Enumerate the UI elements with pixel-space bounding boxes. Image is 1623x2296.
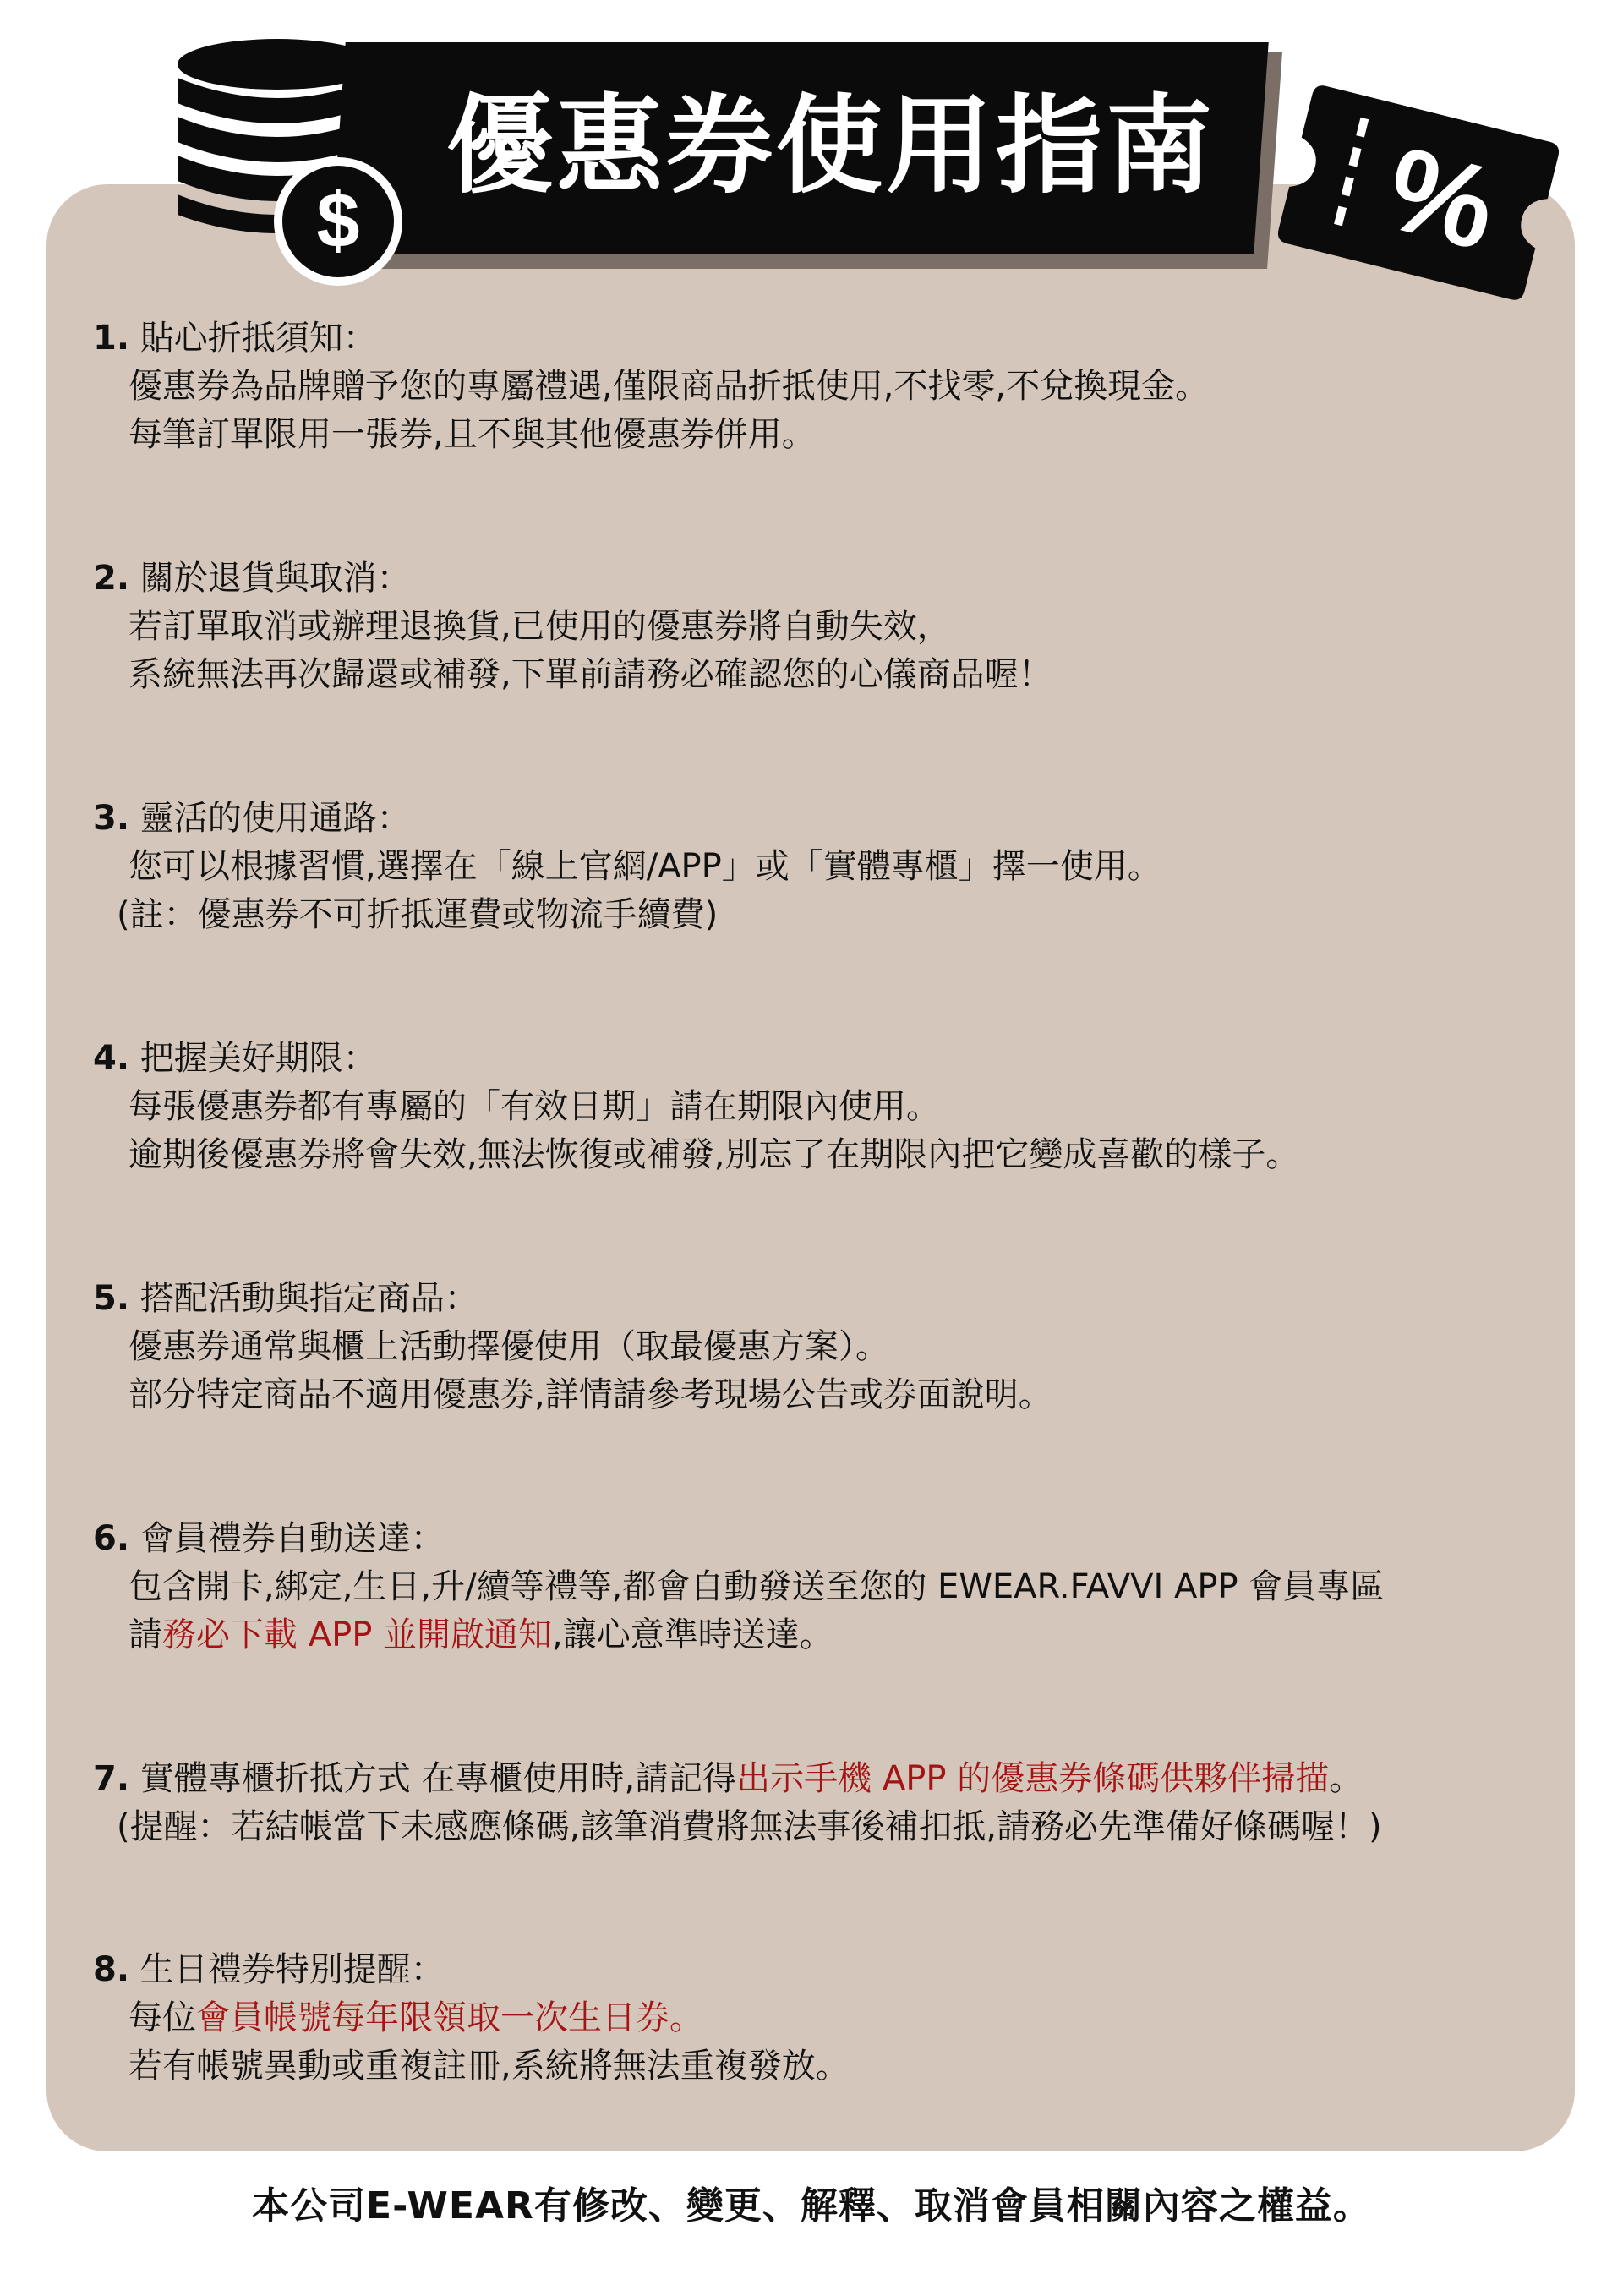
section-number: 8. [93, 1950, 130, 1989]
section-2 [93, 555, 1052, 699]
section-number: 4. [93, 1039, 130, 1078]
percent-symbol: % [1374, 121, 1509, 276]
section-title: 貼心折抵須知： [139, 319, 377, 358]
section-7 [93, 1755, 1382, 1851]
section-text: 優惠券為品牌贈予您的專屬禮遇,僅限商品折抵使用,不找零,不兌換現金。 [128, 367, 1210, 406]
section-number: 6. [93, 1519, 130, 1558]
page-title: 優惠券使用指南 [446, 84, 1216, 208]
section-title: 靈活的使用通路： [139, 799, 411, 838]
section-note: (註：優惠券不可折抵運費或物流手續費) [117, 895, 719, 934]
section-number: 7. [93, 1759, 130, 1798]
section-number: 1. [93, 319, 130, 358]
section-text: 若有帳號異動或重複註冊,系統將無法重複發放。 [128, 2047, 850, 2086]
section-text: 逾期後優惠券將會失效,無法恢復或補發,別忘了在期限內把它變成喜歡的樣子。 [128, 1135, 1300, 1174]
section-rich-text [93, 1994, 850, 2042]
text-run: 每位 [128, 1998, 196, 2037]
section-text: 每張優惠券都有專屬的「有效日期」請在期限內使用。 [128, 1087, 940, 1126]
section-text: 部分特定商品不適用優惠券,詳情請參考現場公告或券面說明。 [128, 1375, 1052, 1414]
section-title: 把握美好期限： [139, 1039, 377, 1078]
section-number: 5. [93, 1279, 130, 1318]
section-text: 包含開卡,綁定,生日,升/續等禮等,都會自動發送至您的 EWEAR.FAVVI APP 會員專區 [128, 1567, 1385, 1606]
section-4 [93, 1035, 1299, 1179]
section-1 [93, 314, 1209, 459]
text-run: ,讓心意準時送達。 [552, 1615, 833, 1654]
section-text: 系統無法再次歸還或補發,下單前請務必確認您的心儀商品喔！ [128, 655, 1052, 694]
highlight-text: 會員帳號每年限領取一次生日券。 [196, 1998, 703, 2037]
section-note: (提醒：若結帳當下未感應條碼,該筆消費將無法事後補扣抵,請務必先準備好條碼喔！) [117, 1807, 1382, 1846]
section-6 [93, 1515, 1384, 1659]
text-run: 請 [128, 1615, 162, 1654]
dollar-symbol: $ [316, 178, 360, 264]
highlight-text: 出示手機 APP 的優惠券條碼供夥伴掃描 [736, 1759, 1330, 1798]
section-text: 您可以根據習慣,選擇在「線上官網/APP」或「實體專櫃」擇一使用。 [128, 847, 1161, 886]
section-number: 2. [93, 559, 130, 598]
discount-ticket-icon [1266, 66, 1571, 320]
section-title: 生日禮券特別提醒： [139, 1950, 445, 1989]
section-text: 優惠券通常與櫃上活動擇優使用（取最優惠方案）。 [128, 1327, 889, 1366]
section-text: 每筆訂單限用一張券,且不與其他優惠券併用。 [128, 415, 816, 454]
section-title: 會員禮券自動送達： [139, 1519, 445, 1558]
highlight-text: 務必下載 APP 並開啟通知 [162, 1615, 553, 1654]
section-title: 搭配活動與指定商品： [139, 1279, 478, 1318]
section-number: 3. [93, 799, 130, 838]
footer-disclaimer: 本公司E-WEAR有修改、變更、解釋、取消會員相關內容之權益。 [252, 2184, 1371, 2228]
section-rich-text [93, 1611, 1384, 1659]
text-run: 。 [1329, 1759, 1363, 1798]
section-title: 實體專櫃折抵方式 在專櫃使用時,請記得 [139, 1759, 737, 1798]
section-3 [93, 795, 1161, 939]
section-title: 關於退貨與取消： [139, 559, 411, 598]
coin-stack-dollar-icon [159, 34, 413, 287]
section-text: 若訂單取消或辦理退換貨,已使用的優惠券將自動失效， [128, 607, 951, 646]
section-8 [93, 1946, 850, 2091]
section-5 [93, 1275, 1052, 1419]
